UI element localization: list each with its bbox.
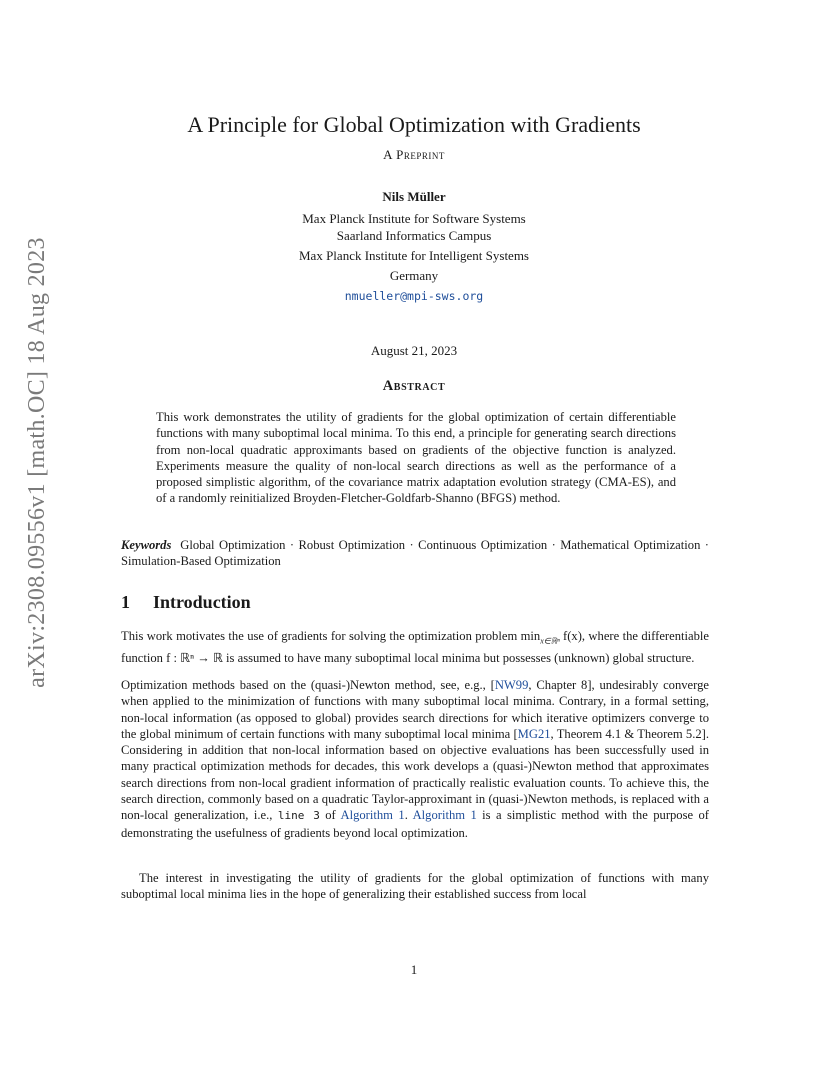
- section-title: Introduction: [153, 592, 251, 612]
- code-line-ref: line 3: [277, 809, 320, 823]
- math-subscript: x∈ℝⁿ: [540, 636, 560, 646]
- intro-paragraph-2: Optimization methods based on the (quasi-)Newton method, see, e.g., [NW99, Chapter 8], undesirably converge when applied to the minimization of functions with many suboptimal local minima. Contrary, in a formal setting, non-local information (as opposed to global) provides search directions for which iterative optimizers converge to the global minimum of certain functions with many suboptimal local minima [MG21, Theorem 4.1 & Theorem 5.2]. Considering in addition that non-local information based on objective evaluations has been successfully used in many practical optimization methods for decades, this work develops a (quasi-)Newton method that approximates search directions from non-local gradient information of practically realistic evaluation counts. To achieve this, the search direction, commonly based on a quadratic Taylor-approximant in (quasi-)Newton methods, is replaced with a non-local generalization, i.e., line 3 of Algorithm 1. Algorithm 1 is a simplistic method with the purpose of demonstrating the usefulness of gradients beyond local optimization.: [121, 678, 710, 840]
- citation-link-mg21[interactable]: MG21: [517, 726, 551, 741]
- citation-link-nw99[interactable]: NW99: [494, 678, 529, 692]
- page-number: 1: [410, 962, 418, 977]
- paper-date: August 21, 2023: [370, 343, 458, 358]
- abstract-text: This work demonstrates the utility of gradients for the global optimization of certain differentiable functions with many suboptimal local minima. To this end, a principle for generating search directions from non-local quadratic approximants based on gradients of the objective function is analyzed. Experiments measure the quality of non-local search directions as well as the performance of a proposed simplistic algorithm, of the covariance matrix adaptation evolution strategy (CMA-ES), and of a randomly reinitialized Broyden-Fletcher-Goldfarb-Shanno (BFGS) method.: [156, 410, 676, 506]
- algorithm-link[interactable]: Algorithm 1: [340, 808, 405, 823]
- affiliation-4: Germany: [389, 268, 439, 283]
- section-number: 1: [121, 592, 130, 612]
- arxiv-side-stamp: [22, 236, 52, 688]
- algorithm-link[interactable]: Algorithm 1: [412, 808, 477, 823]
- keywords-list: Global Optimization · Robust Optimization · Continuous Optimization · Mathematical Optimization · Simulation-Based Optimization: [121, 538, 710, 569]
- paper-title: A Principle for Global Optimization with Gradients: [187, 112, 641, 137]
- keywords-label: Keywords: [121, 538, 172, 552]
- intro-paragraph-1: This work motivates the use of gradients for solving the optimization problem $\min_{x\in ℝ^n} f(x)$, where the differentiable function f : ℝⁿ → ℝ is assumed to have many suboptimal local minima but possesses (unknown) global structure.: [121, 629, 709, 665]
- affiliation-1: Max Planck Institute for Software Systems: [302, 211, 526, 226]
- abstract-heading: Abstract: [382, 378, 446, 394]
- author-name: Nils Müller: [382, 189, 446, 204]
- affiliation-3: Max Planck Institute for Intelligent Systems: [299, 248, 529, 263]
- section-heading-introduction: [121, 592, 709, 613]
- author-email-link[interactable]: nmueller@mpi-sws.org: [344, 289, 484, 303]
- preprint-label: A Preprint: [383, 147, 445, 162]
- arxiv-identifier: arXiv:2308.09556v1 [math.OC] 18 Aug 2023: [23, 236, 50, 688]
- intro-paragraph-3: The interest in investigating the utility of gradients for the global optimization of functions with many suboptimal local minima lies in the hope of generalizing their established success from local: [121, 871, 709, 902]
- keywords: [121, 537, 709, 570]
- affiliation-2: Saarland Informatics Campus: [336, 228, 492, 243]
